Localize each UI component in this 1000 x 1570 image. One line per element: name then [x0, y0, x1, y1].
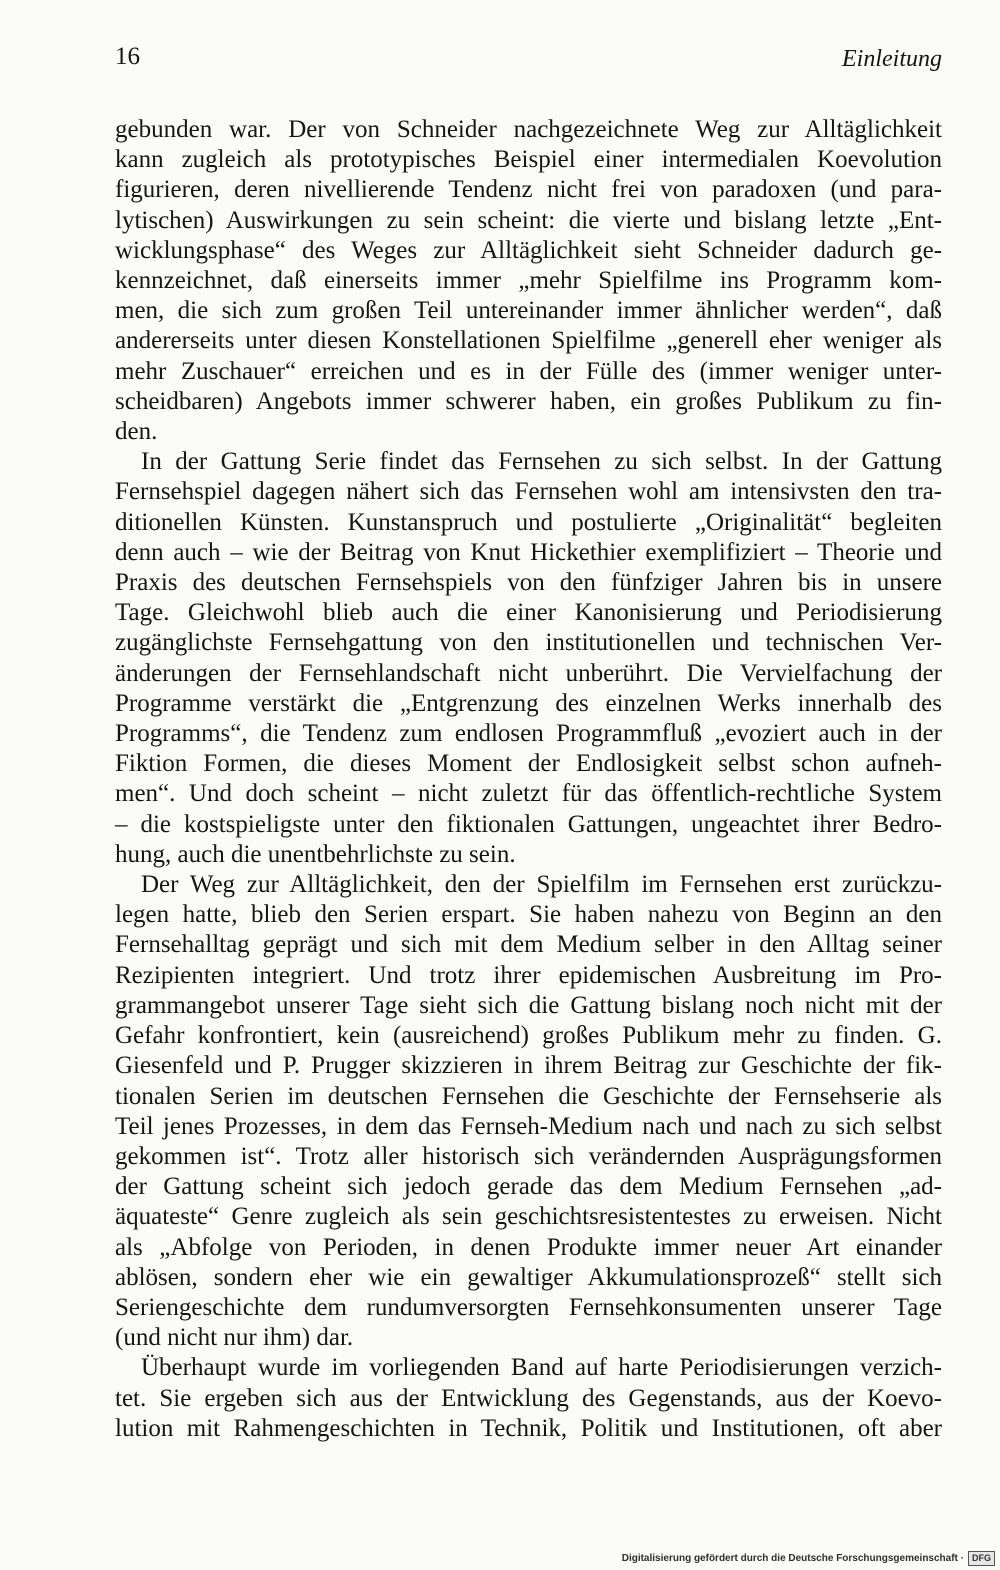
page-number: 16 [115, 43, 140, 70]
text-line: men, die sich zum großen Teil untereinander immer ähnlicher werden“, daß [115, 297, 942, 325]
dfg-logo: DFG [968, 1551, 995, 1566]
text-line: grammangebot unserer Tage sieht sich die Gattung bislang noch nicht mit der [115, 991, 942, 1019]
body-text [115, 115, 942, 1444]
text-line: In der Gattung Serie findet das Fernsehen zu sich selbst. In der Gattung [141, 448, 942, 476]
text-line: ablösen, sondern eher wie ein gewaltiger Akkumulationsprozeß“ stellt sich [115, 1263, 942, 1291]
text-line: mehr Zuschauer“ erreichen und es in der Fülle des (immer weniger unter- [115, 357, 942, 385]
text-line: Teil jenes Prozesses, in dem das Fernseh-Medium nach und nach zu sich selbst [115, 1112, 942, 1140]
footer-text: Digitalisierung gefördert durch die Deutsche Forschungsgemeinschaft · [621, 1553, 964, 1564]
text-line: den. [115, 418, 158, 446]
text-line: gekommen ist“. Trotz aller historisch sich verändernden Ausprägungsformen [115, 1142, 942, 1170]
text-line: legen hatte, blieb den Serien erspart. Sie haben nahezu von Beginn an den [115, 901, 942, 929]
paragraph [115, 870, 942, 1353]
paragraph [115, 447, 942, 870]
text-line: kann zugleich als prototypisches Beispiel einer intermedialen Koevolution [115, 146, 942, 174]
text-line: äquateste“ Genre zugleich als sein geschichtsresistentestes zu erweisen. Nicht [115, 1203, 942, 1231]
text-line: Tage. Gleichwohl blieb auch die einer Kanonisierung und Periodisierung [115, 599, 942, 627]
text-line: Fernsehalltag geprägt und sich mit dem Medium selber in den Alltag seiner [115, 931, 942, 959]
text-line: Giesenfeld und P. Prugger skizzieren in ihrem Beitrag zur Geschichte der fik- [115, 1052, 942, 1080]
text-line: Seriengeschichte dem rundumversorgten Fernsehkonsumenten unserer Tage [115, 1293, 942, 1321]
text-line: Der Weg zur Alltäglichkeit, den der Spielfilm im Fernsehen erst zurückzu- [141, 871, 942, 899]
text-line: Fiktion Formen, die dieses Moment der Endlosigkeit selbst schon aufneh- [115, 750, 942, 778]
text-line: hung, auch die unentbehrlichste zu sein. [115, 840, 516, 868]
text-line: Rezipienten integriert. Und trotz ihrer epidemischen Ausbreitung im Pro- [115, 961, 942, 989]
text-line: Praxis des deutschen Fernsehspiels von den fünfziger Jahren bis in unsere [115, 569, 942, 597]
text-line: Programme verstärkt die „Entgrenzung des einzelnen Werks innerhalb des [115, 689, 942, 717]
running-title: Einleitung [842, 46, 942, 72]
text-line: zugänglichste Fernsehgattung von den institutionellen und technischen Ver- [115, 629, 942, 657]
text-line: lytischen) Auswirkungen zu sein scheint: die vierte und bislang letzte „Ent- [115, 206, 942, 234]
digitization-footer [622, 1551, 995, 1566]
text-line: tet. Sie ergeben sich aus der Entwicklung des Gegenstands, aus der Koevo- [115, 1384, 942, 1412]
text-line: – die kostspieligste unter den fiktionalen Gattungen, ungeachtet ihrer Bedro- [115, 810, 942, 838]
text-line: scheidbaren) Angebots immer schwerer haben, ein großes Publikum zu fin- [115, 387, 942, 415]
text-line: denn auch – wie der Beitrag von Knut Hickethier exemplifiziert – Theorie und [115, 538, 942, 566]
text-line: der Gattung scheint sich jedoch gerade das dem Medium Fernsehen „ad- [115, 1173, 942, 1201]
text-line: men“. Und doch scheint – nicht zuletzt für das öffentlich-rechtliche System [115, 780, 942, 808]
paragraph [115, 1353, 942, 1444]
text-line: Gefahr konfrontiert, kein (ausreichend) großes Publikum mehr zu finden. G. [115, 1022, 942, 1050]
text-line: Fernsehspiel dagegen nähert sich das Fernsehen wohl am intensivsten den tra- [115, 478, 942, 506]
text-line: änderungen der Fernsehlandschaft nicht unberührt. Die Vervielfachung der [115, 659, 942, 687]
text-line: lution mit Rahmengeschichten in Technik, Politik und Institutionen, oft aber [115, 1414, 942, 1442]
text-line: Programms“, die Tendenz zum endlosen Programmfluß „evoziert auch in der [115, 720, 942, 748]
text-line: (und nicht nur ihm) dar. [115, 1324, 354, 1352]
text-line: Überhaupt wurde im vorliegenden Band auf harte Periodisierungen verzich- [141, 1354, 942, 1382]
text-line: gebunden war. Der von Schneider nachgezeichnete Weg zur Alltäglichkeit [115, 116, 942, 143]
text-line: kennzeichnet, daß einerseits immer „mehr Spielfilme ins Programm kom- [115, 267, 942, 295]
text-line: wicklungsphase“ des Weges zur Alltäglichkeit sieht Schneider dadurch ge- [115, 236, 942, 264]
text-line: tionalen Serien im deutschen Fernsehen die Geschichte der Fernsehserie als [115, 1082, 942, 1110]
text-line: figurieren, deren nivellierende Tendenz nicht frei von paradoxen (und para- [115, 176, 942, 204]
paragraph [115, 115, 942, 447]
text-line: als „Abfolge von Perioden, in denen Produkte immer neuer Art einander [115, 1233, 942, 1261]
text-line: andererseits unter diesen Konstellationen Spielfilme „generell eher weniger als [115, 327, 942, 355]
text-line: ditionellen Künsten. Kunstanspruch und postulierte „Originalität“ begleiten [115, 508, 942, 536]
